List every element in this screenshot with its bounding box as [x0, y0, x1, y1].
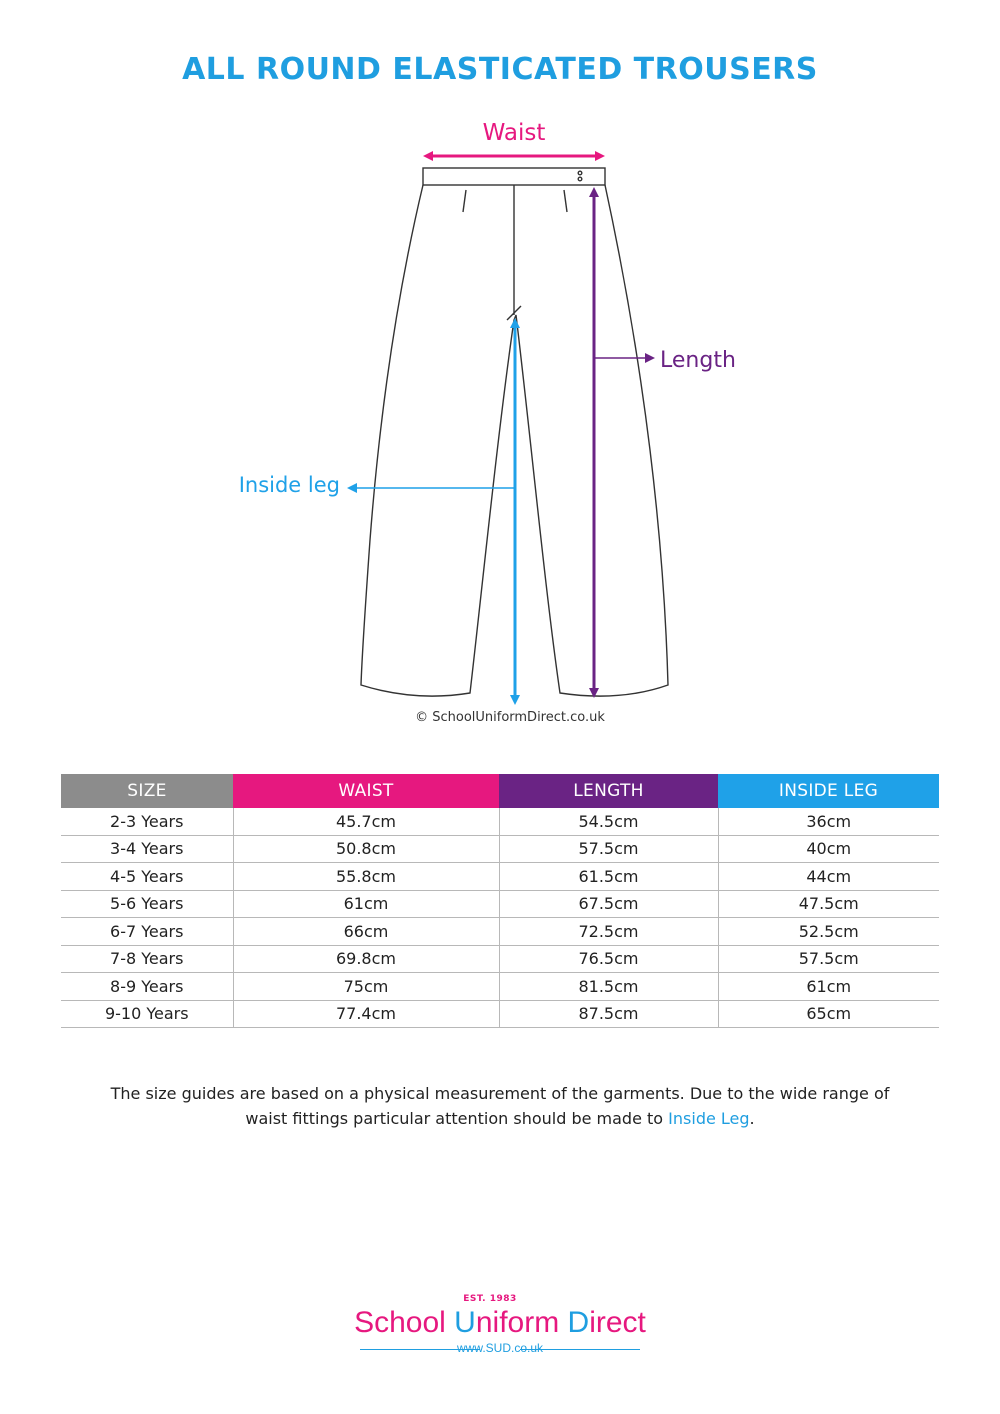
cell-size: 5-6 Years — [61, 890, 233, 918]
trousers-diagram — [0, 110, 1000, 730]
cell-inside-leg: 65cm — [718, 1000, 939, 1028]
logo-name — [290, 1306, 710, 1340]
logo-url — [290, 1342, 710, 1358]
cell-inside-leg: 47.5cm — [718, 890, 939, 918]
copyright-text: © SchoolUniformDirect.co.uk — [415, 710, 605, 725]
cell-waist: 77.4cm — [233, 1000, 499, 1028]
cell-inside-leg: 36cm — [718, 808, 939, 835]
cell-length: 57.5cm — [499, 835, 718, 863]
table-row — [61, 1000, 939, 1028]
cell-size: 7-8 Years — [61, 945, 233, 973]
page-title: ALL ROUND ELASTICATED TROUSERS — [182, 52, 818, 87]
cell-inside-leg: 61cm — [718, 973, 939, 1001]
waist-label: Waist — [482, 120, 546, 146]
cell-waist: 66cm — [233, 918, 499, 946]
logo-name-part: School — [354, 1306, 455, 1339]
cell-waist: 61cm — [233, 890, 499, 918]
table-row — [61, 973, 939, 1001]
note-text: The size guides are based on a physical measurement of the garments. Due to the wide range of waist fittings particular attention should be made to — [110, 1084, 890, 1128]
cell-waist: 55.8cm — [233, 863, 499, 891]
size-guide-note — [100, 1081, 900, 1131]
cell-inside-leg: 40cm — [718, 835, 939, 863]
table-row — [61, 890, 939, 918]
logo-established: EST. 1983 — [463, 1294, 517, 1304]
logo-name-part: D — [567, 1306, 590, 1339]
header-size: SIZE — [61, 774, 233, 808]
brand-logo — [290, 1294, 710, 1364]
cell-length: 61.5cm — [499, 863, 718, 891]
table-row — [61, 808, 939, 835]
cell-waist: 69.8cm — [233, 945, 499, 973]
size-table-header — [61, 774, 939, 808]
cell-waist: 45.7cm — [233, 808, 499, 835]
logo-name-part: niform — [475, 1306, 568, 1339]
logo-name-part: irect — [589, 1306, 646, 1339]
header-length: LENGTH — [499, 774, 718, 808]
button-icon — [578, 171, 582, 175]
cell-size: 4-5 Years — [61, 863, 233, 891]
logo-url-text: www.SUD.co.uk — [456, 1341, 544, 1355]
cell-size: 9-10 Years — [61, 1000, 233, 1028]
cell-length: 67.5cm — [499, 890, 718, 918]
cell-waist: 50.8cm — [233, 835, 499, 863]
table-row — [61, 918, 939, 946]
cell-inside-leg: 52.5cm — [718, 918, 939, 946]
table-row — [61, 835, 939, 863]
cell-size: 8-9 Years — [61, 973, 233, 1001]
cell-size: 2-3 Years — [61, 808, 233, 835]
cell-inside-leg: 44cm — [718, 863, 939, 891]
trousers-illustration — [0, 110, 1000, 730]
note-end: . — [749, 1109, 755, 1128]
cell-length: 76.5cm — [499, 945, 718, 973]
header-waist: WAIST — [233, 774, 499, 808]
length-label: Length — [660, 348, 736, 373]
cell-inside-leg: 57.5cm — [718, 945, 939, 973]
note-highlight: Inside Leg — [668, 1109, 750, 1128]
waistband — [423, 168, 605, 185]
cell-size: 6-7 Years — [61, 918, 233, 946]
table-row — [61, 945, 939, 973]
cell-size: 3-4 Years — [61, 835, 233, 863]
button-icon — [578, 177, 582, 181]
header-inside-leg: INSIDE LEG — [718, 774, 939, 808]
cell-waist: 75cm — [233, 973, 499, 1001]
inside-leg-label: Inside leg — [238, 473, 340, 497]
cell-length: 72.5cm — [499, 918, 718, 946]
table-row — [61, 863, 939, 891]
cell-length: 87.5cm — [499, 1000, 718, 1028]
cell-length: 54.5cm — [499, 808, 718, 835]
logo-name-part: U — [454, 1306, 476, 1339]
size-table — [61, 774, 939, 1028]
cell-length: 81.5cm — [499, 973, 718, 1001]
